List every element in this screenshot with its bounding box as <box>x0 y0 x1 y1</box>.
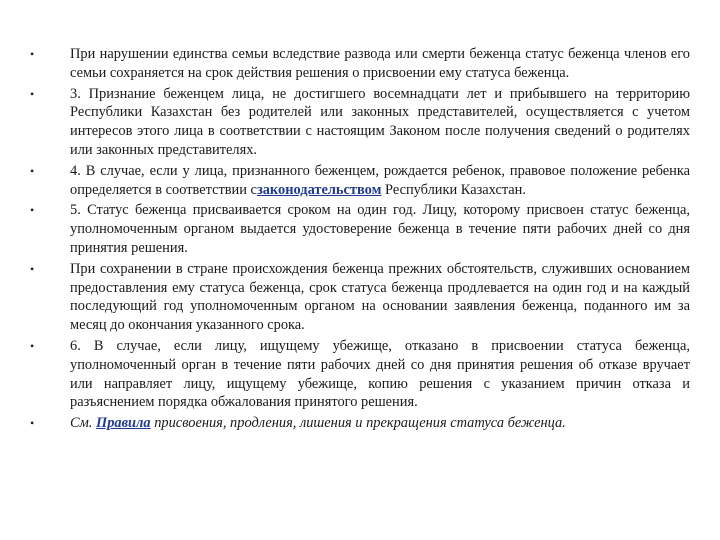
list-item <box>30 414 690 433</box>
legislation-link[interactable]: законодательством <box>256 181 382 198</box>
paragraph-text: 3. Признание беженцем лица, не достигшего восемнадцати лет и прибывшего на территорию Республики Казахстан без родителей или законных представителей, осуществляется с учетом интересов этого лица в соответствии с настоящим Законом после получения сведений о родителях или законных представителях. <box>70 85 690 158</box>
paragraph-text <box>70 414 690 433</box>
rules-link[interactable]: Правила <box>96 415 151 432</box>
paragraph-text-after-link: Республики Казахстан. <box>381 181 526 198</box>
bullet-list <box>30 45 690 435</box>
see-also-text: присвоения, продления, лишения и прекращения статуса беженца. <box>154 415 566 432</box>
list-item <box>30 162 690 200</box>
see-also-prefix: См. <box>70 415 93 432</box>
paragraph-text: При нарушении единства семьи вследствие развода или смерти беженца статус беженца членов его семьи сохраняется на срок действия решения о присвоении ему статуса беженца. <box>70 46 690 81</box>
list-item <box>30 45 690 83</box>
list-item <box>30 337 690 412</box>
bullet-icon: • <box>30 261 35 276</box>
paragraph-text: 5. Статус беженца присваивается сроком на один год. Лицу, которому присвоен статус беженца, уполномоченным органом выдается удостоверение беженца в течение пяти рабочих дней со дня принятия решения. <box>70 202 690 256</box>
bullet-icon: • <box>30 416 35 431</box>
bullet-icon: • <box>30 47 35 61</box>
list-item <box>30 260 690 335</box>
paragraph-text-before-link: 4. В случае, если у лица, признанного беженцем, рождается ребенок, правовое положение ребенка определяется в соответствии с <box>70 162 690 198</box>
list-item <box>30 201 690 257</box>
paragraph-text: 6. В случае, если лицу, ищущему убежище, отказано в присвоении статуса беженца, уполномоченный орган в течение пяти рабочих дней со дня принятия решения об отказе вручает или направляет лицу, ищущему убежище, копию решения с указанием причин отказа и разъяснением порядка обжалования принятого решения. <box>70 337 690 411</box>
bullet-icon: • <box>30 163 35 178</box>
bullet-icon: • <box>30 203 35 218</box>
list-item <box>30 85 690 160</box>
bullet-icon: • <box>30 86 35 101</box>
paragraph-text <box>70 162 690 200</box>
bullet-icon: • <box>30 338 35 353</box>
paragraph-text: При сохранении в стране происхождения беженца прежних обстоятельств, служивших основанием предоставления ему статуса беженца, срок статуса беженца продлевается на один год и на каждый последующий год уполномоченным органом на основании заявления беженца, поданного им за месяц до окончания указанного срока. <box>70 260 690 334</box>
